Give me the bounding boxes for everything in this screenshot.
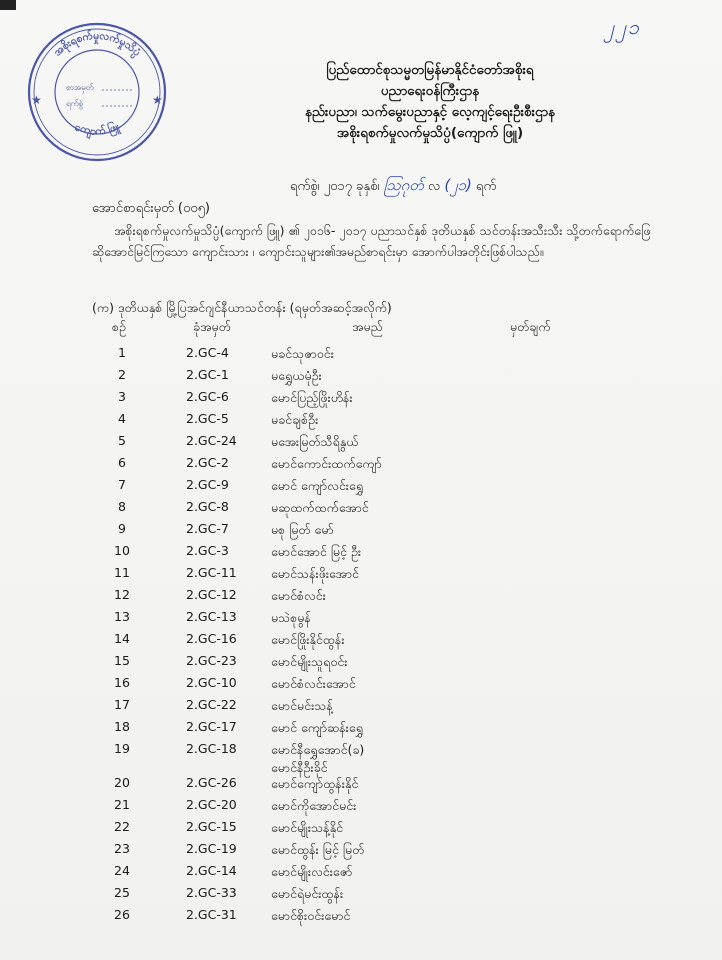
student-name: မအေးမြတ်သီရိနွယ် bbox=[271, 434, 359, 449]
roll-number: 2.GC-8 bbox=[186, 499, 229, 514]
row-number: 1 bbox=[118, 345, 126, 360]
page-number: ၂၂၁ bbox=[604, 15, 641, 39]
row-number: 16 bbox=[114, 675, 130, 690]
column-header-name: အမည် bbox=[352, 319, 383, 334]
row-number: 5 bbox=[118, 433, 126, 448]
student-name: မောင်အောင် မြင့် ဦး bbox=[271, 544, 362, 559]
roll-number: 2.GC-12 bbox=[186, 587, 237, 602]
student-name: မောင်ရဲမင်းထွန်း bbox=[271, 886, 344, 901]
student-name: မောင်မင်းသန့် bbox=[271, 698, 333, 713]
row-number: 20 bbox=[114, 775, 130, 790]
student-name: မရွှေယမုံဦး bbox=[271, 368, 322, 383]
seal-field-2: ရက်စွဲ bbox=[66, 99, 83, 108]
roll-number: 2.GC-17 bbox=[186, 719, 237, 734]
student-name: မောင်ကိုအောင်မင်း bbox=[271, 798, 357, 813]
student-name: မောင် ကျော်ဆန်းရွှေ bbox=[271, 720, 364, 735]
student-name: မောင်ဖြိုးနိုင်ထွန်း bbox=[271, 632, 345, 647]
row-number: 19 bbox=[114, 741, 130, 756]
student-name: မောင်စံလင်းအောင် bbox=[271, 676, 356, 691]
date-suffix: ရက် bbox=[476, 179, 497, 194]
student-name: မခင်သုဇာဝင်း bbox=[271, 346, 334, 361]
student-name: မောင်ပြည့်ဖြိုးဟိန်း bbox=[271, 390, 353, 405]
seal-bottom-text: ကျောက် ဖြူ bbox=[73, 120, 121, 139]
row-number: 9 bbox=[118, 521, 126, 536]
roll-number: 2.GC-26 bbox=[186, 775, 237, 790]
row-number: 6 bbox=[118, 455, 126, 470]
student-name: မောင်ကျော်ထွန်းနိုင် bbox=[271, 776, 359, 791]
student-name: မောင်မျိုးသန့်နိုင် bbox=[271, 820, 344, 835]
letterhead bbox=[200, 60, 660, 144]
official-seal bbox=[22, 14, 172, 164]
roll-number: 2.GC-16 bbox=[186, 631, 237, 646]
roll-number: 2.GC-2 bbox=[186, 455, 229, 470]
student-name: မောင် ကျော်လင်းရွှေ bbox=[271, 478, 364, 493]
roll-number: 2.GC-18 bbox=[186, 741, 237, 756]
roll-number: 2.GC-9 bbox=[186, 477, 229, 492]
row-number: 22 bbox=[114, 819, 130, 834]
row-number: 14 bbox=[114, 631, 130, 646]
student-name: မောင်မျိုးသူရဝင်း bbox=[271, 654, 348, 669]
corner-mark bbox=[0, 0, 16, 10]
svg-text:ကျောက် ဖြူ bbox=[73, 118, 123, 141]
roll-number: 2.GC-7 bbox=[186, 521, 229, 536]
student-name: မောင်ကောင်းထက်ကျော် bbox=[271, 456, 382, 471]
row-number: 13 bbox=[114, 609, 130, 624]
date-month-handwritten: ဩဂုတ် bbox=[383, 176, 424, 194]
roll-number: 2.GC-6 bbox=[186, 389, 229, 404]
row-number: 4 bbox=[118, 411, 126, 426]
roll-number: 2.GC-13 bbox=[186, 609, 237, 624]
section-title: (က) ဒုတိယနှစ် မြို့ပြအင်ဂျင်နီယာသင်တန်း (ရမှတ်အဆင့်အလိုက်) bbox=[92, 300, 392, 315]
intro-paragraph: အစိုးရစက်မှုလက်မှုသိပ္ပံ(ကျောက် ဖြူ) ၏ ၂၀၁၆- ၂၀၁၇ ပညာသင်နှစ် ဒုတိယနှစ် သင်တန်းအသီးသီး သို့တက်ရောက်ဖြေဆိုအောင်မြင်ကြသော ကျောင်းသား ၊ ကျောင်းသူများ၏အမည်စာရင်းမှာ အောက်ပါအတိုင်းဖြစ်ပါသည်။ bbox=[92, 223, 651, 259]
roll-number: 2.GC-20 bbox=[186, 797, 237, 812]
seal-field-1: စာအမှတ် bbox=[66, 83, 94, 92]
roll-number: 2.GC-3 bbox=[186, 543, 229, 558]
row-number: 26 bbox=[114, 907, 130, 922]
header-line-3: နည်းပညာ၊ သက်မွေးပညာနှင့် လေ့ကျင့်ရေးဦးစီးဌာန bbox=[304, 104, 556, 120]
header-line-2: ပညာရေးဝန်ကြီးဌာန bbox=[380, 83, 480, 99]
student-name: မောင်မျိုးလင်းဇော် bbox=[271, 864, 353, 879]
row-number: 10 bbox=[114, 543, 130, 558]
student-name: မောင်ထွန်း မြင့် မြတ် bbox=[271, 842, 365, 857]
student-name: မစု မြတ် မော် bbox=[271, 522, 334, 537]
row-number: 11 bbox=[114, 565, 130, 580]
star-icon: ★ bbox=[152, 93, 163, 107]
roll-number: 2.GC-4 bbox=[186, 345, 229, 360]
date-line bbox=[290, 176, 496, 198]
row-number: 21 bbox=[114, 797, 130, 812]
roll-number: 2.GC-5 bbox=[186, 411, 229, 426]
roll-number: 2.GC-19 bbox=[186, 841, 237, 856]
roll-number: 2.GC-15 bbox=[186, 819, 237, 834]
student-name: မောင်စိုးဝင်းမောင် bbox=[271, 908, 351, 923]
column-header-no: စဉ် bbox=[112, 319, 126, 334]
row-number: 7 bbox=[118, 477, 126, 492]
row-number: 8 bbox=[118, 499, 126, 514]
roll-number: 2.GC-33 bbox=[186, 885, 237, 900]
roll-number: 2.GC-24 bbox=[186, 433, 237, 448]
column-header-remark: မှတ်ချက် bbox=[510, 319, 551, 334]
seal-top-text: အစိုးရစက်မှုလက်မှုသိပ္ပံ bbox=[51, 29, 143, 59]
roll-number: 2.GC-10 bbox=[186, 675, 237, 690]
student-name: မခင်ချစ်ဦး bbox=[271, 412, 319, 427]
roll-number: 2.GC-22 bbox=[186, 697, 237, 712]
header-line-1: ပြည်ထောင်စုသမ္မတမြန်မာနိုင်ငံတော်အစိုးရ bbox=[326, 62, 534, 78]
student-name: မောင်သန်းဖိုးအောင် bbox=[271, 566, 359, 581]
student-name: မောင်စံလင်း bbox=[271, 588, 326, 603]
announcement-number: အောင်စာရင်းမှတ် (၀၀၅) bbox=[92, 201, 210, 216]
row-number: 2 bbox=[118, 367, 126, 382]
date-day-handwritten: (၂၁) bbox=[444, 176, 472, 194]
row-number: 15 bbox=[114, 653, 130, 668]
star-icon: ★ bbox=[31, 93, 42, 107]
row-number: 3 bbox=[118, 389, 126, 404]
row-number: 23 bbox=[114, 841, 130, 856]
date-day-label: လ bbox=[428, 179, 441, 194]
student-name: မောင်နီရွှေအောင်(ခ) မောင်နီဦးခိုင် bbox=[271, 742, 365, 775]
roll-number: 2.GC-31 bbox=[186, 907, 237, 922]
date-prefix: ရက်စွဲ၊ ၂၀၁၇ ခုနှစ်၊ bbox=[290, 179, 380, 194]
roll-number: 2.GC-1 bbox=[186, 367, 229, 382]
column-header-roll: ခုံအမှတ် bbox=[193, 319, 231, 334]
row-number: 25 bbox=[114, 885, 130, 900]
header-line-4: အစိုးရစက်မှုလက်မှုသိပ္ပံ(ကျောက် ဖြူ) bbox=[336, 125, 524, 141]
student-name: မဆုထက်ထက်အောင် bbox=[271, 500, 369, 515]
svg-text:အစိုးရစက်မှုလက်မှုသိပ္ပံ bbox=[51, 29, 142, 61]
row-number: 17 bbox=[114, 697, 130, 712]
row-number: 18 bbox=[114, 719, 130, 734]
roll-number: 2.GC-11 bbox=[186, 565, 237, 580]
row-number: 12 bbox=[114, 587, 130, 602]
row-number: 24 bbox=[114, 863, 130, 878]
roll-number: 2.GC-23 bbox=[186, 653, 237, 668]
student-name: မသဲစုမွန် bbox=[271, 610, 311, 625]
roll-number: 2.GC-14 bbox=[186, 863, 237, 878]
